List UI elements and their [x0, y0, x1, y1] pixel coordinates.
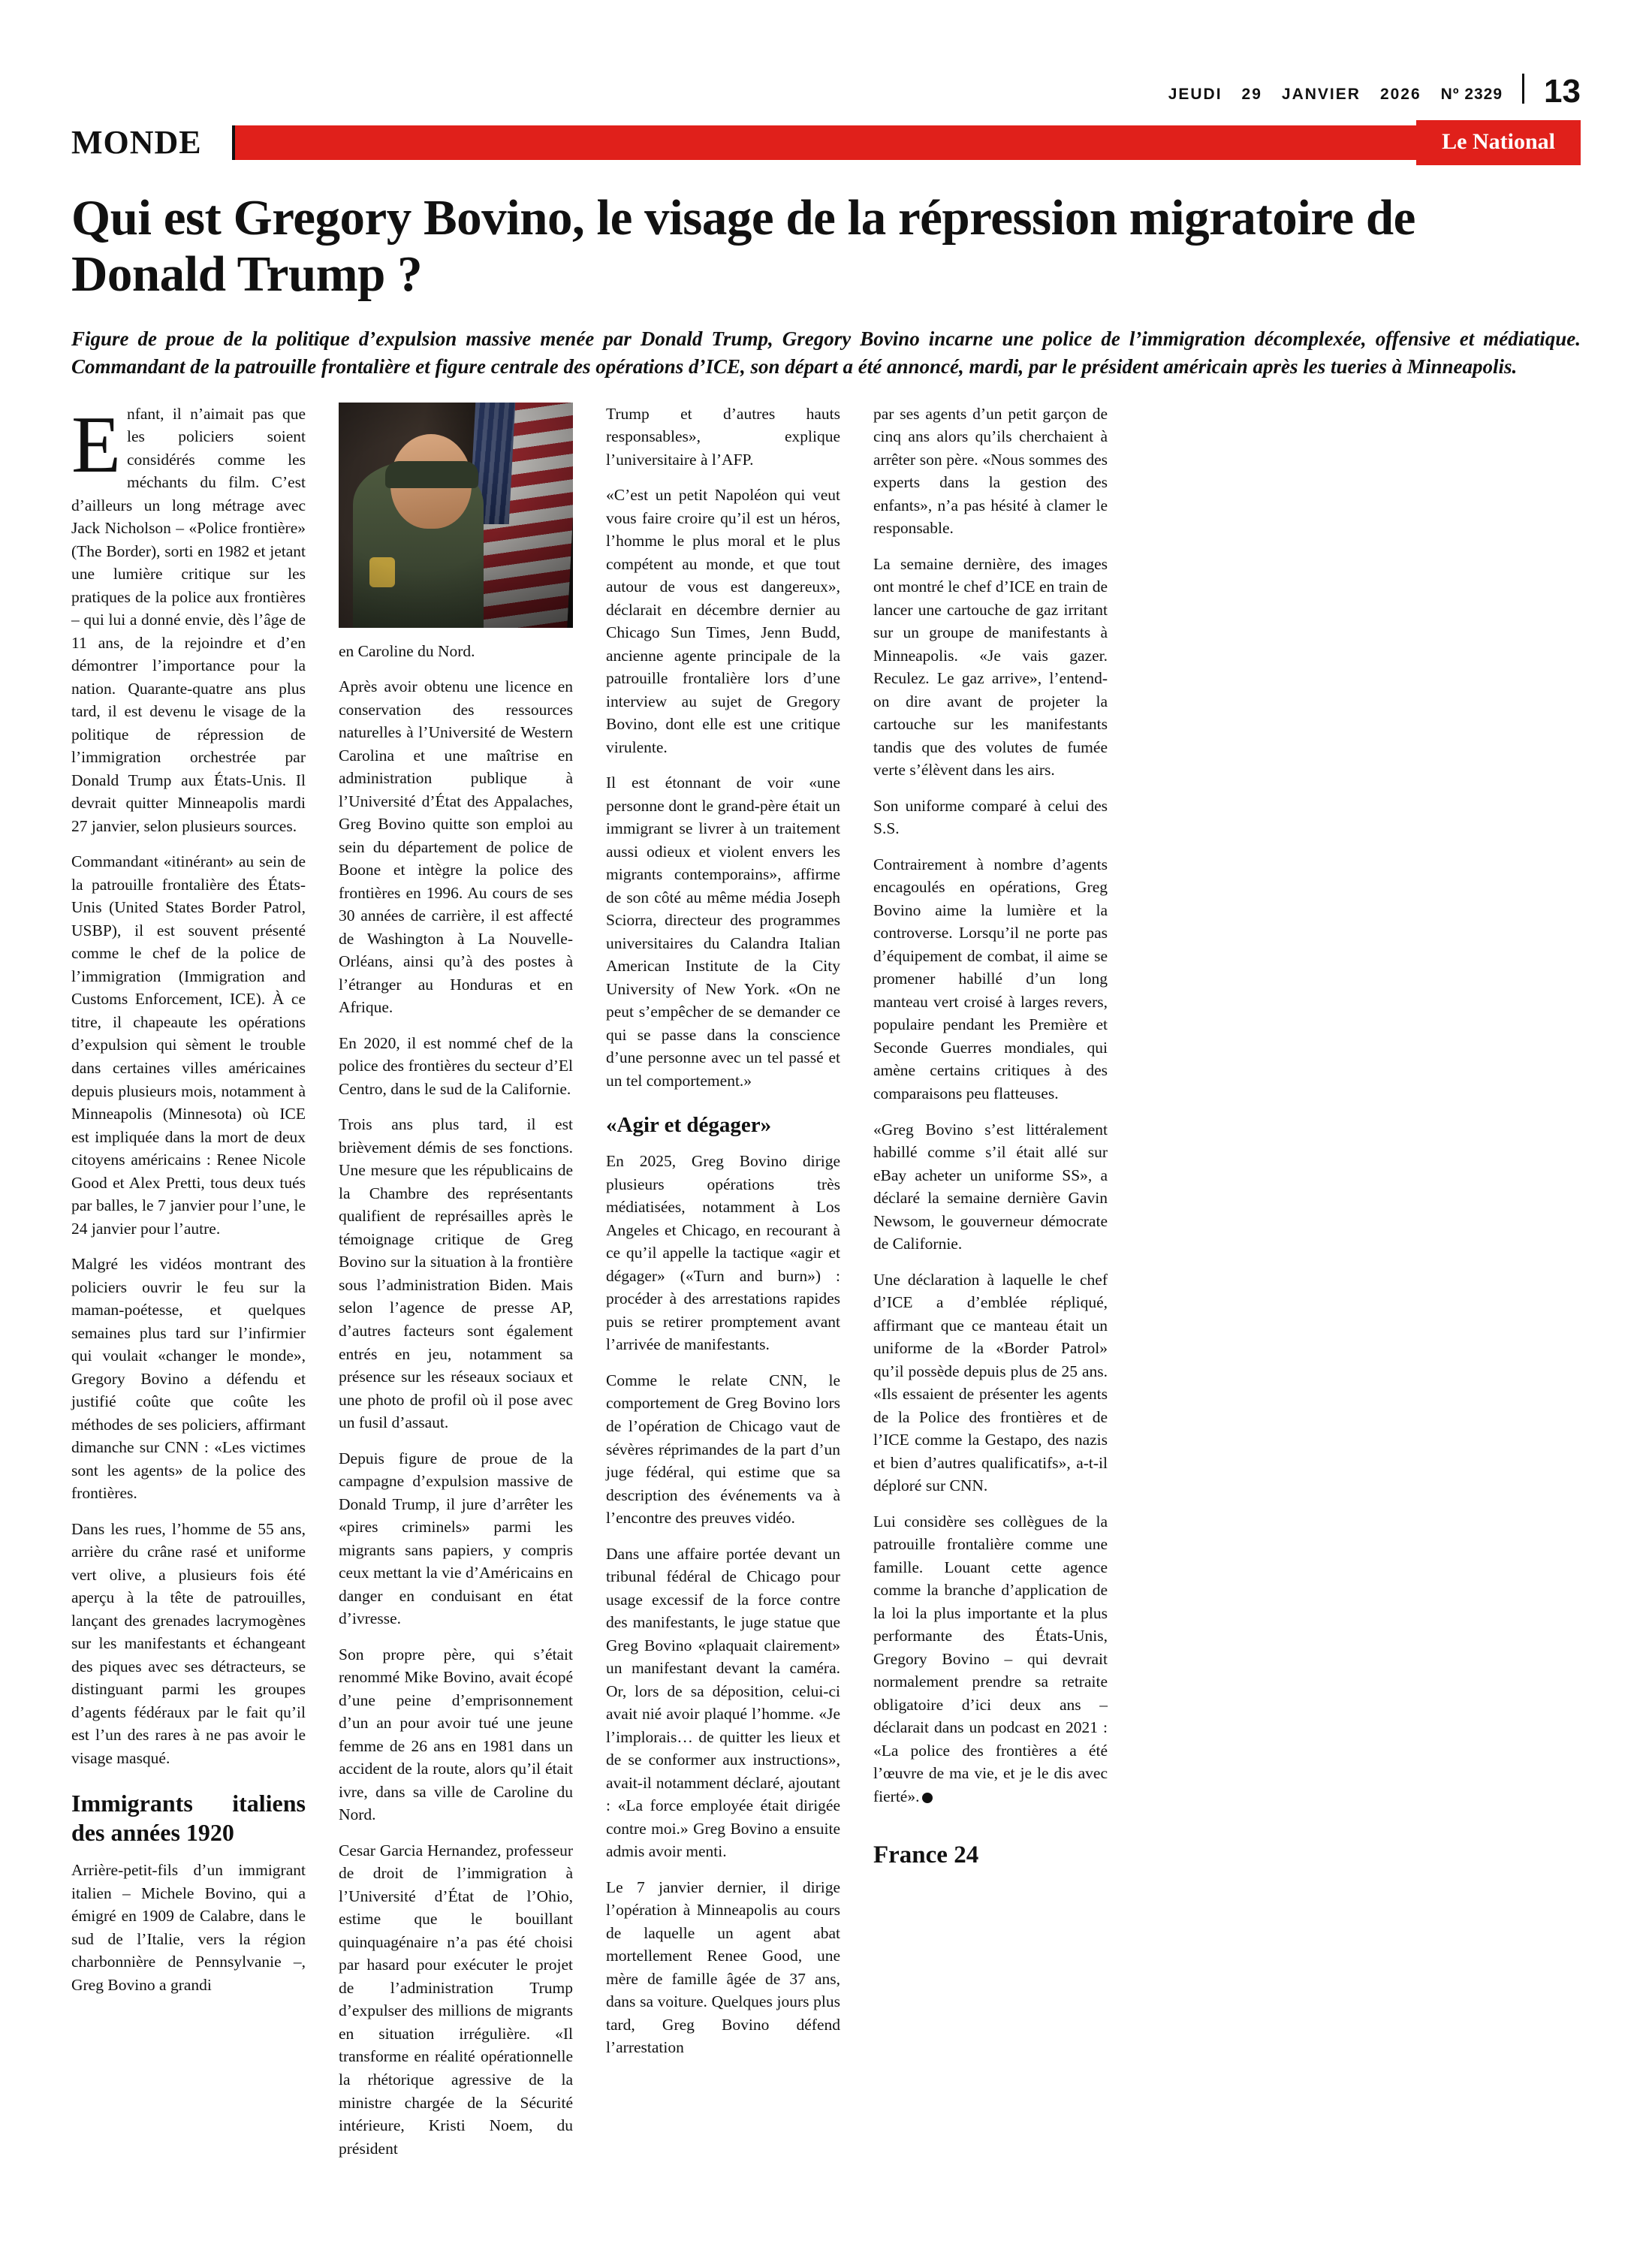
- section-title: MONDE: [71, 124, 202, 161]
- article-credit: France 24: [873, 1841, 979, 1869]
- dateline-weekday: JEUDI: [1168, 86, 1222, 103]
- paragraph: «Greg Bovino s’est littéralement habillé comme s’il était allé sur eBay acheter un uniforme SS», a déclaré la semaine dernière Gavin Newsom, le gouverneur démocrate de Californie.: [873, 1120, 1108, 1253]
- paragraph: La semaine dernière, des images ont montré le chef d’ICE en train de lancer une cartouche de gaz irritant sur un groupe de manifestants à Minneapolis. «Je vais gazer. Reculez. Le gaz arrive», l’entend-on dire avant de projeter la cartouche sur les manifestants tandis que des volutes de fumée verte s’élèvent dans les airs.: [873, 554, 1108, 780]
- paragraph: Arrière-petit-fils d’un immigrant italien – Michele Bovino, qui a émigré en 1909 de Calabre, dans le sud de l’Italie, vers la région charbonnière de Pennsylvanie –, Greg Bovino a grandi: [71, 1861, 306, 1994]
- paragraph: Après avoir obtenu une licence en conservation des ressources naturelles à l’Université de Western Carolina et une maîtrise en administration publique à l’Université d’État des Appalaches, Greg Bovino quitte son emploi au sein du département de police de Boone et intègre la police des frontières en 1996. Au cours de ses 30 années de carrière, il est affecté de Washington à La Nouvelle-Orléans, ainsi qu’à des postes à l’étranger au Honduras et en Afrique.: [339, 677, 573, 1017]
- photo-caption-continuation: en Caroline du Nord.: [339, 641, 475, 660]
- page-number: 13: [1544, 73, 1581, 110]
- dateline-day: 29: [1241, 86, 1262, 103]
- paragraph: Son propre père, qui s’était renommé Mike Bovino, avait écopé d’une peine d’emprisonnement d’un an pour avoir tué une jeune femme de 26 ans en 1981 dans un accident de la route, alors qu’il était ivre, dans sa ville de Caroline du Nord.: [339, 1645, 573, 1824]
- dateline-divider: [1522, 74, 1524, 104]
- paragraph: par ses agents d’un petit garçon de cinq ans alors qu’ils cherchaient à arrêter son père. «Nous sommes des experts dans la gestion des enfants», n’a pas hésité à clamer le responsable.: [873, 404, 1108, 538]
- paragraph: Enfant, il n’aimait pas que les policiers soient considérés comme les méchants du film. C’est d’ailleurs un long métrage avec Jack Nicholson – «Police frontière» (The Border), sorti en 1982 et jetant une lumière critique sur les pratiques de la police aux frontières – qui lui a donné envie, dès l’âge de 11 ans, de la rejoindre et d’en démontrer l’importance pour la nation. Quarante-quatre ans plus tard, il est devenu le visage de la politique de répression de l’immigration orchestrée par Donald Trump aux États-Unis. Il devrait quitter Minneapolis mardi 27 janvier, selon plusieurs sources.: [71, 400, 306, 835]
- paragraph: Comme le relate CNN, le comportement de Greg Bovino lors de l’opération de Chicago vaut de sévères réprimandes de la part d’un juge fédéral, qui estime que sa description des événements va à l’encontre des preuves vidéo.: [606, 1371, 840, 1528]
- paragraph: Cesar Garcia Hernandez, professeur de droit de l’immigration à l’Université d’État de l’Ohio, estime que le bouillant quinquagénaire n’a pas été choisi par hasard pour exécuter le projet de l’administration Trump d’expulser des millions de migrants en situation irrégulière. «Il transforme en réalité opérationnelle la rhétorique agressive de la ministre chargée de la Sécurité intérieure, Kristi Noem, du président: [339, 1841, 573, 2158]
- column-3: [606, 403, 840, 2145]
- paragraph: En 2025, Greg Bovino dirige plusieurs opérations très médiatisées, notamment à Los Angeles et Chicago, en recourant à ce qu’il appelle la tactique «agir et dégager» («Turn and burn») : procéder à des arrestations rapides puis se retirer promptement avant l’arrivée de manifestants.: [606, 1152, 840, 1354]
- paragraph: Le 7 janvier dernier, il dirige l’opération à Minneapolis au cours de laquelle un agent abat mortellement Renee Good, une mère de famille âgée de 37 ans, dans sa voiture. Quelques jours plus tard, Greg Bovino défend l’arrestation: [606, 1878, 840, 2057]
- paragraph: Son uniforme comparé à celui des S.S.: [873, 796, 1108, 838]
- paragraph: En 2020, il est nommé chef de la police des frontières du secteur d’El Centro, dans le sud de la Californie.: [339, 1033, 573, 1098]
- article-body: [71, 400, 1581, 2158]
- article-photo: [339, 403, 573, 628]
- end-mark-icon: [922, 1793, 933, 1803]
- section-bar: [71, 121, 1581, 164]
- section-rule: [235, 125, 1581, 160]
- paragraph: Trois ans plus tard, il est brièvement démis de ses fonctions. Une mesure que les républicains de la Chambre des représentants qualifient de représailles après le témoignage critique de Greg Bovino sur la situation à la frontière sous l’administration Biden. Mais selon l’agence de presse AP, d’autres facteurs sont également entrés en jeu, notamment sa présence sur les réseaux sociaux et une photo de profil où il pose avec un fusil d’assaut.: [339, 1115, 573, 1432]
- column-4: [873, 403, 1108, 2145]
- paragraph: «C’est un petit Napoléon qui veut vous faire croire qu’il est un héros, l’homme le plus moral et le plus compétent au monde, et que tout autour de vous est dangereux», déclarait en décembre dernier au Chicago Sun Times, Jenn Budd, ancienne agente principale de la patrouille frontalière lors d’une interview au sujet de Gregory Bovino, dont elle est une critique virulente.: [606, 486, 840, 756]
- paragraph: Trump et d’autres hauts responsables», explique l’universitaire à l’AFP.: [606, 404, 840, 469]
- paragraph: Une déclaration à laquelle le chef d’ICE a d’emblée répliqué, affirmant que ce manteau était un uniforme de la «Border Patrol» qu’il possède depuis plus de 25 ans. «Ils essaient de présenter les agents de la Police des frontières et de l’ICE comme la Gestapo, des nazis et bien d’autres qualificatifs», a-t-il déploré sur CNN.: [873, 1270, 1108, 1495]
- column-1: [71, 400, 306, 2145]
- paragraph: Dans les rues, l’homme de 55 ans, arrière du crâne rasé et uniforme vert olive, a plusieurs fois été aperçu à la tête de patrouilles, lançant des grenades lacrymogènes sur les manifestants et échangeant des piques avec ses détracteurs, se distinguant parmi les groupes d’agents fédéraux par le fait qu’il est l’un des rares à ne pas avoir le visage masqué.: [71, 1519, 306, 1767]
- paragraph: Dans une affaire portée devant un tribunal fédéral de Chicago pour usage excessif de la force contre des manifestants, le juge statue que Greg Bovino «plaquait clairement» un manifestant devant la caméra. Or, lors de sa déposition, celui-ci avait nié avoir plaqué l’homme. «Je l’implorais… de quitter les lieux et de se conformer aux instructions», avait-il notamment déclaré, ajoutant : «La force employée était dirigée contre moi.» Greg Bovino a ensuite admis avoir menti.: [606, 1544, 840, 1861]
- article-headline: Qui est Gregory Bovino, le visage de la répression migratoire de Donald Trump ?: [71, 190, 1415, 303]
- paragraph-last: [873, 1510, 1108, 1808]
- subheading-agir-et-degager: «Agir et dégager»: [606, 1112, 772, 1137]
- dateline: [71, 0, 1581, 110]
- paragraph: Depuis figure de proue de la campagne d’expulsion massive de Donald Trump, il jure d’arrêter les «pires criminels» parmi les migrants sans papiers, y compris ceux mettant la vie d’Américains en danger en conduisant en état d’ivresse.: [339, 1449, 573, 1628]
- paragraph: Commandant «itinérant» au sein de la patrouille frontalière des États-Unis (United States Border Patrol, USBP), il est souvent présenté comme le chef de la police de l’immigration (Immigration and Customs Enforcement, ICE). À ce titre, il chapeaute les opérations d’expulsion qui sèment le trouble dans certaines villes américaines depuis plusieurs mois, notamment à Minneapolis (Minnesota) où ICE est impliquée dans la mort de deux citoyens américains : Renee Nicole Good et Alex Pretti, tous deux tués par balles, le 7 janvier pour l’une, le 24 janvier pour l’autre.: [71, 852, 306, 1238]
- paragraph: Il est étonnant de voir «une personne dont le grand-père était un immigrant se livrer à un traitement aussi odieux et violent envers les migrants contemporains», affirme de son côté au même média Joseph Sciorra, directeur des programmes universitaires du Calandra Italian American Institute de la City University of New York. «On ne peut s’empêcher de se demander ce qui se passe dans la conscience d’une personne avec un tel passé et un tel comportement.»: [606, 774, 840, 1090]
- column-2: [339, 403, 573, 2158]
- article-standfirst: Figure de proue de la politique d’expulsion massive menée par Donald Trump, Gregory Bovino incarne une police de l’immigration décomplexée, offensive et médiatique. Commandant de la patrouille frontalière et figure centrale des opérations d’ICE, son départ a été annoncé, mardi, par le président américain après les tueries à Minneapolis.: [71, 327, 1581, 379]
- dateline-month: JANVIER: [1281, 86, 1361, 103]
- subheading-italian-immigrants: Immigrants italiens des années 1920: [71, 1790, 306, 1846]
- paragraph: Contrairement à nombre d’agents encagoulés en opérations, Greg Bovino aime la lumière et la controverse. Lorsqu’il ne porte pas d’équipement de combat, il aime se promener habillé d’un long manteau vert croisé à larges revers, populaire pendant les Première et Seconde Guerres mondiales, qui amène certains critiques à des comparaisons peu flatteuses.: [873, 855, 1108, 1102]
- photo-vignette: [339, 403, 573, 628]
- paragraph-text: Lui considère ses collègues de la patrouille frontalière comme une famille. Louant cette agence comme la branche d’application de la loi la plus importante et la plus performante des États-Unis, Gregory Bovino – qui devrait normalement prendre sa retraite obligatoire d’ici deux ans – déclarait dans un podcast en 2021 : «La police des frontières a été l’œuvre de ma vie, et je le dis avec fierté».: [873, 1512, 1108, 1805]
- issue-number: Nº 2329: [1440, 86, 1503, 103]
- dateline-year: 2026: [1379, 86, 1421, 103]
- brand-badge: Le National: [1416, 120, 1581, 165]
- paragraph: Malgré les vidéos montrant des policiers ouvrir le feu sur la maman-poétesse, et quelques semaines plus tard sur l’infirmier qui voulait «changer le monde», Gregory Bovino a défendu et justifié coûte que coûte les méthodes de ses policiers, affirmant dimanche sur CNN : «Les victimes sont les agents» de la police des frontières.: [71, 1255, 306, 1503]
